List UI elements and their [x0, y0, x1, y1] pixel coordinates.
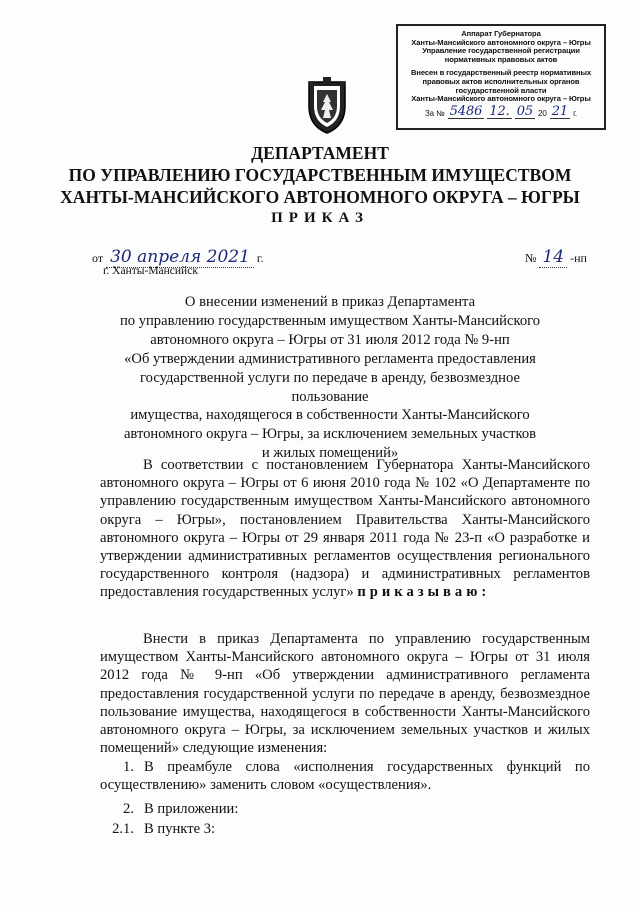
preamble-paragraph — [100, 456, 590, 602]
order-number — [525, 247, 587, 267]
list-item — [100, 758, 590, 794]
registration-stamp — [396, 24, 606, 130]
subject-line: автономного округа – Югры от 31 июля 2012 года № 9-нп — [150, 331, 510, 348]
date-value: 30 апреля 2021 — [106, 247, 254, 268]
subject-line: имущества, находящегося в собственности Ханты-Мансийского — [130, 407, 530, 424]
number-suffix: -нп — [570, 251, 587, 265]
stamp-reg-prefix: За № — [424, 109, 445, 119]
subject-line: автономного округа – Югры, за исключением земельных участков — [123, 426, 537, 443]
order-subject — [100, 293, 560, 463]
stamp-reg-month: 05 — [516, 103, 534, 119]
list-item-number: 2. — [123, 801, 134, 817]
list-item-text: В преамбуле слова «исполнения государственных функций по осуществлению» заменить словом «осуществления». — [100, 759, 590, 794]
subject-line: и жилых помещений» — [261, 445, 399, 462]
subject-line: государственной услуги по передаче в аренду, безвозмездное пользование — [140, 369, 520, 405]
order-date — [92, 247, 263, 267]
date-suffix: г. — [256, 251, 264, 265]
stamp-reg-year-prefix: 20 — [538, 109, 547, 119]
subject-line: О внесении изменений в приказ Департамента — [184, 294, 476, 310]
stamp-line: Ханты-Мансийского автономного округа – Югры — [411, 37, 591, 47]
preamble-text: В соответствии с постановлением Губернатора Ханты-Мансийского автономного округа – Югры от 6 июня 2010 года № 102 «О Департаменте по управлению государственным имуществом Ханты-Мансийского автономного округа – Югры», постановлением Правительства Ханты-Мансийского автономного округа – Югры от 29 января 2011 года № 23-п «О разработке и утверждении административных регламентов осуществления регионального государственного контроля (надзора) и административных регламентов предоставления государственных услуг» — [100, 457, 590, 601]
number-prefix: № — [525, 251, 537, 265]
stamp-registration-row — [404, 103, 598, 119]
stamp-reg-year: 21 — [551, 103, 569, 119]
number-value: 14 — [539, 247, 567, 268]
date-prefix: от — [92, 251, 104, 265]
department-title-line-2: ПО УПРАВЛЕНИЮ ГОСУДАРСТВЕННЫМ ИМУЩЕСТВОМ — [68, 165, 572, 185]
department-title-line-3: ХАНТЫ-МАНСИЙСКОГО АВТОНОМНОГО ОКРУГА – ЮГРЫ — [60, 187, 580, 207]
list-item — [100, 800, 590, 818]
stamp-line: Ханты-Мансийского автономного округа – Югры — [411, 94, 591, 104]
stamp-reg-day: 12. — [489, 103, 510, 119]
subject-line: по управлению государственным имуществом Ханты-Мансийского — [119, 312, 541, 329]
stamp-line: Управление государственной регистрации — [422, 46, 580, 56]
order-title: ПРИКАЗ — [271, 210, 369, 226]
stamp-reg-number: 5486 — [449, 103, 483, 119]
subject-line: «Об утверждении административного регламента предоставления — [124, 350, 536, 367]
stamp-line: Аппарат Губернатора — [461, 29, 541, 38]
department-title-line-1: ДЕПАРТАМЕНТ — [251, 143, 389, 163]
list-item-text: В приложении: — [144, 801, 239, 817]
stamp-line: Внесен в государственный реестр нормативных — [410, 68, 592, 78]
list-item-number: 2.1. — [112, 821, 134, 837]
list-item-number: 1. — [123, 759, 134, 775]
prikazyvayu: приказываю: — [357, 584, 491, 601]
stamp-line: правовых актов исполнительных органов — [422, 76, 580, 86]
stamp-reg-year-suffix: г. — [573, 109, 578, 119]
body-paragraph: Внести в приказ Департамента по управлению государственным имуществом Ханты-Мансийского автономного округа – Югры от 31 июля 2012 года № 9-нп «Об утверждении административного регламента предоставления государственной услуги по передаче в аренду, безвозмездное пользование имущества, находящегося в собственности Ханты-Мансийского автономного округа – Югры, за исключением земельных участков и жилых помещений» следующие изменения: — [100, 631, 590, 757]
list-item — [100, 820, 590, 838]
coat-of-arms-icon — [303, 76, 351, 136]
stamp-line: нормативных правовых актов — [444, 54, 558, 64]
list-item-text: В пункте 3: — [144, 821, 216, 837]
stamp-line: государственной власти — [455, 85, 547, 95]
city: г. Ханты-Мансийск — [103, 265, 198, 277]
